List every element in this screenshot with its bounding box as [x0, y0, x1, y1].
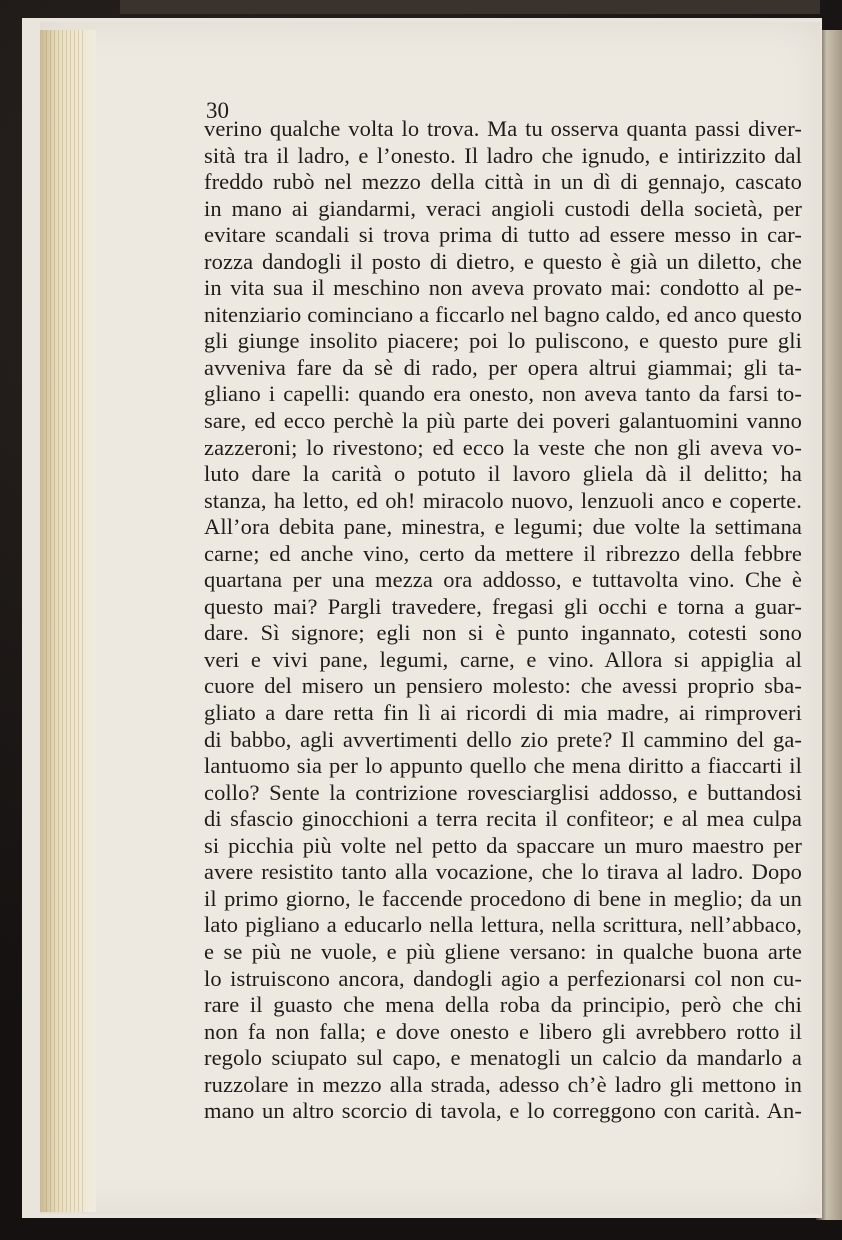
text-line: avveniva fare da sè di rado, per opera altrui giammai; gli ta-	[204, 354, 802, 380]
text-line: verino qualche volta lo trova. Ma tu osserva quanta passi diver-	[204, 116, 802, 141]
text-line: gliato a dare retta fin lì ai ricordi di mia madre, ai rimproveri	[204, 700, 802, 726]
text-line: stanza, ha letto, ed oh! miracolo nuovo, lenzuoli anco e coperte.	[204, 487, 802, 513]
text-line: e se più ne vuole, e più gliene versano: in qualche buona arte	[204, 938, 802, 964]
text-line: si picchia più volte nel petto da spaccare un muro maestro per	[204, 832, 802, 858]
text-line: dare. Sì signore; egli non si è punto ingannato, cotesti sono	[204, 620, 802, 646]
text-line: rare il guasto che mena della roba da principio, però che chi	[204, 992, 802, 1018]
text-line: lato pigliano a educarlo nella lettura, nella scrittura, nell’abbaco,	[204, 912, 802, 938]
text-line: lantuomo sia per lo appunto quello che mena diritto a fiaccarti il	[204, 753, 802, 779]
text-line: collo? Sente la contrizione rovesciarglisi addosso, e buttandosi	[204, 779, 802, 805]
text-line: sare, ed ecco perchè la più parte dei poveri galantuomini vanno	[204, 408, 802, 434]
text-line: non fa non falla; e dove onesto e libero gli avrebbero rotto il	[204, 1018, 802, 1044]
text-line: luto dare la carità o potuto il lavoro gliela dà il delitto; ha	[204, 461, 802, 487]
text-line: lo istruiscono ancora, dandogli agio a perfezionarsi col non cu-	[204, 965, 802, 991]
text-line: zazzeroni; lo rivestono; ed ecco la veste che non gli aveva vo-	[204, 434, 802, 460]
text-line: quartana per una mezza ora addosso, e tuttavolta vino. Che è	[204, 567, 802, 593]
page-top-edge	[120, 0, 820, 14]
text-line: mano un altro scorcio di tavola, e lo correggono con carità. An-	[204, 1098, 802, 1124]
text-line: veri e vivi pane, legumi, carne, e vino. Allora si appiglia al	[204, 646, 802, 672]
text-line: cuore del misero un pensiero molesto: che avessi proprio sba-	[204, 673, 802, 699]
text-line: nitenziario cominciano a ficcarlo nel bagno caldo, ed anco questo	[204, 301, 802, 327]
text-line: freddo rubò nel mezzo della città in un dì di gennajo, cascato	[204, 169, 802, 195]
page-number: 30	[206, 98, 229, 123]
text-line: di sfascio ginocchioni a terra recita il confiteor; e al mea culpa	[204, 806, 802, 832]
text-line: evitare scandali si trova prima di tutto ad essere messo in car-	[204, 222, 802, 248]
text-line: in vita sua il meschino non aveva provato mai: condotto al pe-	[204, 275, 802, 301]
text-line: avere resistito tanto alla vocazione, che lo tirava al ladro. Dopo	[204, 859, 802, 885]
text-line: All’ora debita pane, minestra, e legumi; due volte la settimana	[204, 514, 802, 540]
page-gutter-texture	[46, 30, 86, 1212]
text-line: gliano i capelli: quando era onesto, non aveva tanto da farsi to-	[204, 381, 802, 407]
text-line: di babbo, agli avvertimenti dello zio prete? Il cammino del ga-	[204, 726, 802, 752]
page-body-text	[204, 116, 802, 1125]
text-line: questo mai? Pargli travedere, fregasi gli occhi e torna a guar-	[204, 593, 802, 619]
text-line: sità tra il ladro, e l’onesto. Il ladro che ignudo, e intirizzito dal	[204, 142, 802, 168]
text-line: carne; ed anche vino, certo da mettere il ribrezzo della febbre	[204, 540, 802, 566]
text-line: in mano ai giandarmi, veraci angioli custodi della società, per	[204, 195, 802, 221]
text-line: rozza dandogli il posto di dietro, e questo è già un diletto, che	[204, 248, 802, 274]
text-line: gli giunge insolito piacere; poi lo puliscono, e questo pure gli	[204, 328, 802, 354]
text-line: il primo giorno, le faccende procedono di bene in meglio; da un	[204, 885, 802, 911]
text-line: ruzzolare in mezzo alla strada, adesso ch’è ladro gli mettono in	[204, 1071, 802, 1097]
text-line: regolo sciupato sul capo, e menatogli un calcio da mandarlo a	[204, 1045, 802, 1071]
